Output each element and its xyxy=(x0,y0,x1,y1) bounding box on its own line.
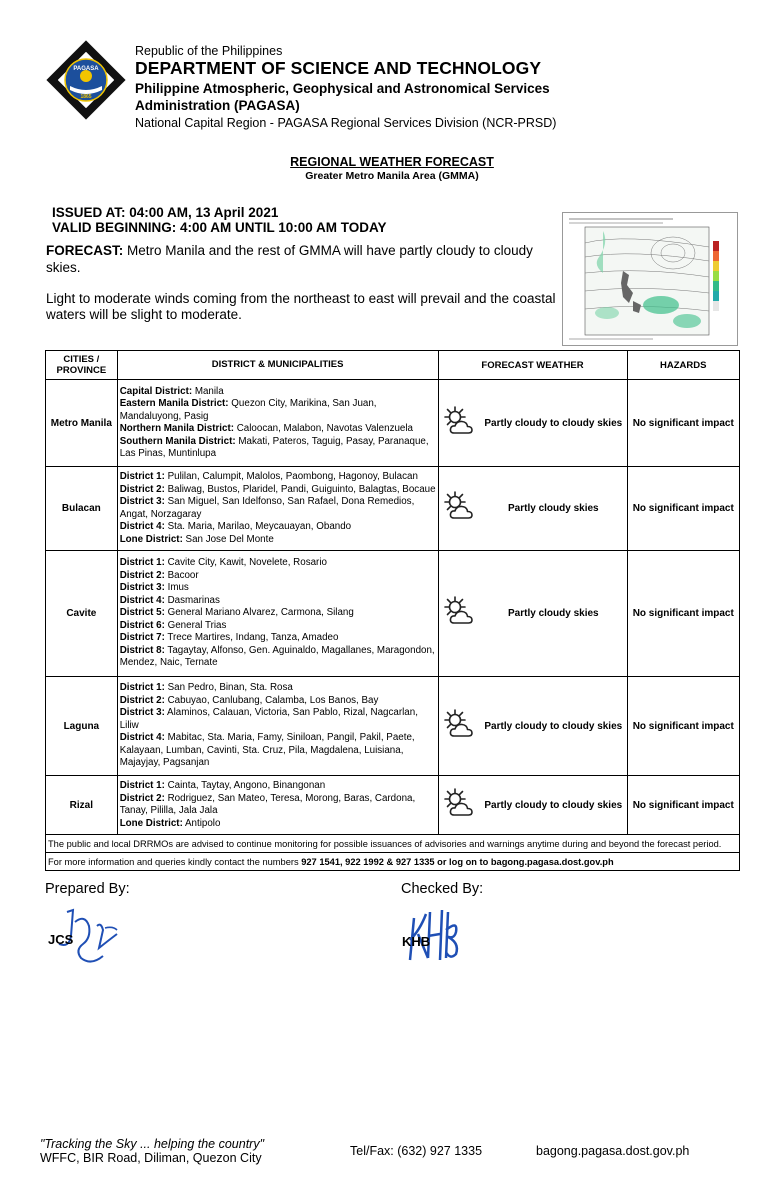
district-municipalities: Antipolo xyxy=(182,817,221,829)
district-municipalities: Cainta, Taytay, Angono, Binangonan xyxy=(164,780,326,791)
district-line xyxy=(120,620,436,633)
table-row xyxy=(46,380,740,467)
agency-name-line2: Administration (PAGASA) xyxy=(135,98,300,113)
district-line xyxy=(120,386,436,399)
row-districts xyxy=(117,551,438,677)
header-hazards: HAZARDS xyxy=(627,351,739,380)
row-city: Bulacan xyxy=(46,467,118,551)
row-forecast-weather: Partly cloudy to cloudy skies xyxy=(480,776,627,835)
district-label: District 4: xyxy=(119,521,165,532)
table-row xyxy=(46,677,740,776)
district-municipalities: Quezon City, Marikina, San Juan, xyxy=(228,398,377,409)
district-municipalities: San Pedro, Binan, Sta. Rosa xyxy=(164,682,293,694)
district-municipalities: Tanay, Pililla, Jala Jala xyxy=(119,805,218,816)
contact-note-row xyxy=(46,853,740,871)
row-hazard: No significant impact xyxy=(627,776,739,835)
district-line xyxy=(120,757,436,770)
district-label: District 1: xyxy=(119,682,165,694)
district-municipalities: Manila xyxy=(192,385,224,397)
contact-note xyxy=(46,853,740,871)
district-municipalities: Majayjay, Pagsanjan xyxy=(119,757,210,769)
row-districts xyxy=(117,380,438,467)
district-line xyxy=(120,582,436,595)
district-label: Capital District: xyxy=(119,385,193,397)
district-municipalities: Mendez, Naic, Ternate xyxy=(119,657,218,669)
district-line xyxy=(120,720,436,733)
district-label: District 6: xyxy=(119,619,165,631)
district-municipalities: Pulilan, Calumpit, Malolos, Paombong, Hagonoy, Bulacan xyxy=(164,471,418,482)
contact-note-prefix: For more information and queries kindly contact the numbers xyxy=(48,856,302,867)
table-row xyxy=(46,467,740,551)
district-line xyxy=(120,793,436,806)
weather-map-image xyxy=(562,212,738,346)
row-city: Cavite xyxy=(46,551,118,677)
district-municipalities: Cavite City, Kawit, Novelete, Rosario xyxy=(164,557,327,569)
district-line xyxy=(120,534,436,547)
footer-address: WFFC, BIR Road, Diliman, Quezon City xyxy=(40,1151,262,1165)
district-line xyxy=(120,496,436,509)
svg-text:1865: 1865 xyxy=(80,94,92,100)
district-municipalities: San Miguel, San Idelfonso, San Rafael, Dona Remedios, xyxy=(164,496,415,507)
row-districts xyxy=(117,677,438,776)
district-line xyxy=(120,521,436,534)
partly-cloudy-icon xyxy=(438,677,480,776)
district-municipalities: Dasmarinas xyxy=(164,594,220,606)
district-label: District 5: xyxy=(119,607,165,619)
prepared-initials: JCS xyxy=(48,932,74,947)
header-district: DISTRICT & MUNICIPALITIES xyxy=(117,351,438,380)
district-label: District 2: xyxy=(119,694,165,706)
district-municipalities: General Trias xyxy=(164,619,227,631)
district-label: District 1: xyxy=(119,557,165,569)
partly-cloudy-icon xyxy=(438,467,480,551)
district-municipalities: Makati, Pateros, Taguig, Pasay, Paranaque, xyxy=(235,435,429,447)
row-forecast-weather: Partly cloudy skies xyxy=(480,551,627,677)
issued-at: ISSUED AT: 04:00 AM, 13 April 2021 xyxy=(52,205,279,220)
row-hazard: No significant impact xyxy=(627,551,739,677)
district-line xyxy=(120,732,436,745)
district-label: District 1: xyxy=(119,471,165,482)
district-line xyxy=(120,682,436,695)
row-forecast-weather: Partly cloudy skies xyxy=(480,467,627,551)
district-municipalities: Kalayaan, Lumban, Cavinti, Sta. Cruz, Pila, Magdalena, Luisiana, xyxy=(119,744,404,756)
table-row xyxy=(46,551,740,677)
district-label: District 2: xyxy=(119,569,165,581)
forecast-text: Metro Manila and the rest of GMMA will have partly cloudy to cloudy skies. xyxy=(46,243,533,275)
document-subtitle: Greater Metro Manila Area (GMMA) xyxy=(305,170,479,182)
forecast-label: FORECAST: xyxy=(46,243,124,258)
district-label: District 2: xyxy=(119,792,165,804)
district-label: District 3: xyxy=(119,707,165,719)
district-municipalities: Mandaluyong, Pasig xyxy=(119,410,209,422)
district-municipalities: Las Pinas, Muntinlupa xyxy=(119,448,217,459)
district-label: District 3: xyxy=(119,496,165,507)
row-hazard: No significant impact xyxy=(627,677,739,776)
district-label: District 7: xyxy=(119,632,165,644)
district-line xyxy=(120,707,436,720)
district-line xyxy=(120,595,436,608)
district-municipalities: Trece Martires, Indang, Tanza, Amadeo xyxy=(164,632,339,644)
footer-website[interactable]: bagong.pagasa.dost.gov.ph xyxy=(536,1144,690,1158)
district-municipalities: Rodriguez, San Mateo, Teresa, Morong, Baras, Cardona, xyxy=(164,792,416,804)
district-line xyxy=(120,448,436,461)
district-line xyxy=(120,607,436,620)
district-municipalities: Angat, Norzagaray xyxy=(119,508,202,520)
header-city: CITIES / PROVINCE xyxy=(46,351,118,380)
district-line xyxy=(120,423,436,436)
district-municipalities: General Mariano Alvarez, Carmona, Silang xyxy=(164,607,354,619)
district-line xyxy=(120,805,436,818)
partly-cloudy-icon xyxy=(438,551,480,677)
district-municipalities: Imus xyxy=(164,582,189,594)
district-municipalities: Tagaytay, Alfonso, Gen. Aguinaldo, Magallanes, Maragondon, xyxy=(164,644,435,656)
table-header-row xyxy=(46,351,740,380)
district-line xyxy=(120,471,436,484)
district-municipalities: Mabitac, Sta. Maria, Famy, Siniloan, Pangil, Pakil, Paete, xyxy=(164,732,415,744)
district-line xyxy=(120,695,436,708)
table-row xyxy=(46,776,740,835)
district-line xyxy=(120,632,436,645)
district-municipalities: San Jose Del Monte xyxy=(182,533,274,545)
district-line xyxy=(120,818,436,831)
district-municipalities: Bacoor xyxy=(164,569,199,581)
row-forecast-weather: Partly cloudy to cloudy skies xyxy=(480,677,627,776)
pagasa-logo xyxy=(46,40,126,120)
district-line xyxy=(120,484,436,497)
district-line xyxy=(120,745,436,758)
row-districts xyxy=(117,776,438,835)
row-city: Rizal xyxy=(46,776,118,835)
district-label: District 4: xyxy=(119,732,165,744)
header-weather: FORECAST WEATHER xyxy=(438,351,627,380)
forecast-table xyxy=(45,350,740,871)
district-line xyxy=(120,780,436,793)
checked-initials: KHB xyxy=(402,934,431,949)
footer-slogan: "Tracking the Sky ... helping the country" xyxy=(40,1137,265,1151)
district-label: District 1: xyxy=(119,780,165,791)
row-city: Laguna xyxy=(46,677,118,776)
document-title: REGIONAL WEATHER FORECAST xyxy=(290,155,494,169)
district-label: District 2: xyxy=(119,483,165,495)
footer-telfax: Tel/Fax: (632) 927 1335 xyxy=(350,1144,483,1158)
agency-name-line1: Philippine Atmospheric, Geophysical and Astronomical Services xyxy=(135,81,550,96)
district-label: Southern Manila District: xyxy=(119,435,236,447)
partly-cloudy-icon xyxy=(438,380,480,467)
district-label: District 4: xyxy=(119,594,165,606)
row-districts xyxy=(117,467,438,551)
district-municipalities: Caloocan, Malabon, Navotas Valenzuela xyxy=(234,423,413,434)
svg-text:PAGASA: PAGASA xyxy=(73,66,99,72)
forecast-paragraph xyxy=(46,242,558,276)
republic-line: Republic of the Philippines xyxy=(135,44,283,58)
district-line xyxy=(120,557,436,570)
checked-by-label: Checked By: xyxy=(401,881,484,897)
division-name: National Capital Region - PAGASA Regional Services Division (NCR-PRSD) xyxy=(135,116,557,130)
district-label: Eastern Manila District: xyxy=(119,398,229,409)
district-municipalities: Cabuyao, Canlubang, Calamba, Los Banos, Bay xyxy=(164,694,379,706)
district-municipalities: Alaminos, Calauan, Victoria, San Pablo, Rizal, Nagcarlan, xyxy=(164,707,418,719)
district-line xyxy=(120,570,436,583)
row-forecast-weather: Partly cloudy to cloudy skies xyxy=(480,380,627,467)
valid-period: VALID BEGINNING: 4:00 AM UNTIL 10:00 AM TODAY xyxy=(52,220,387,235)
district-municipalities: Baliwag, Bustos, Plaridel, Pandi, Guiguinto, Balagtas, Bocaue xyxy=(164,483,436,495)
district-label: Lone District: xyxy=(119,817,183,829)
district-line xyxy=(120,398,436,411)
row-city: Metro Manila xyxy=(46,380,118,467)
district-line xyxy=(120,411,436,424)
contact-note-numbers: 927 1541, 922 1992 & 927 1335 or log on to bagong.pagasa.dost.gov.ph xyxy=(301,856,614,867)
partly-cloudy-icon xyxy=(438,776,480,835)
district-line xyxy=(120,436,436,449)
district-line xyxy=(120,657,436,670)
advisory-note-row xyxy=(46,835,740,853)
winds-paragraph: Light to moderate winds coming from the northeast to east will prevail and the coastal waters will be slight to moderate. xyxy=(46,291,556,322)
row-hazard: No significant impact xyxy=(627,380,739,467)
district-label: Lone District: xyxy=(119,533,183,545)
district-label: Northern Manila District: xyxy=(119,423,234,434)
department-name: DEPARTMENT OF SCIENCE AND TECHNOLOGY xyxy=(135,58,542,78)
row-hazard: No significant impact xyxy=(627,467,739,551)
advisory-note: The public and local DRRMOs are advised to continue monitoring for possible issuances of advisories and warnings anytime during and beyond the forecast period. xyxy=(46,835,740,853)
district-line xyxy=(120,645,436,658)
prepared-by-label: Prepared By: xyxy=(45,881,130,897)
district-municipalities: Liliw xyxy=(119,719,139,731)
district-label: District 8: xyxy=(119,644,165,656)
district-label: District 3: xyxy=(119,582,165,594)
district-line xyxy=(120,509,436,522)
district-municipalities: Sta. Maria, Marilao, Meycauayan, Obando xyxy=(164,521,352,532)
